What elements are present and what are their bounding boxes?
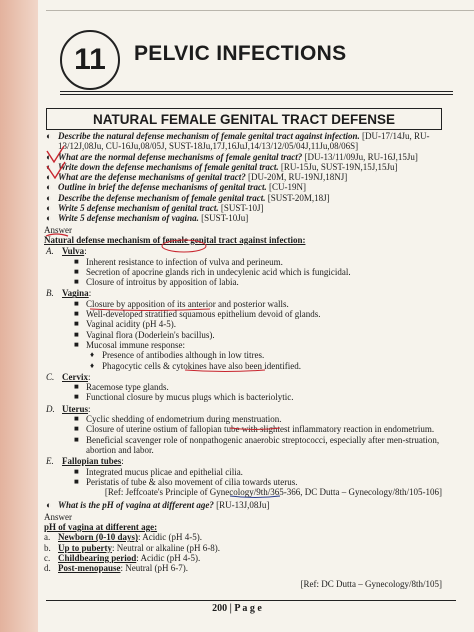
title-rule — [60, 91, 453, 92]
bullet-icon: ■ — [74, 466, 79, 476]
chapter-number: 11 — [74, 43, 106, 76]
section-letter: A. — [46, 246, 54, 257]
list-item-text: Integrated mucus plicae and epithelial cilia. — [86, 466, 243, 477]
vagina-list — [44, 299, 456, 371]
section-heading: Fallopian tubes — [62, 456, 122, 467]
question-text: Describe the natural defense mechanism of female genital tract against infection. — [58, 131, 360, 141]
sub-list-item — [90, 350, 456, 360]
uterus-list — [44, 414, 456, 455]
bullet-icon: ■ — [74, 309, 79, 319]
ph-item-value: : Neutral (pH 6-7). — [120, 563, 188, 574]
question-ref: [RU-13J,08Ju] — [216, 500, 270, 511]
section-vagina: B. Vagina: — [46, 288, 92, 299]
list-item-text: Racemose type glands. — [86, 382, 169, 393]
question-ref: [SUST-10Ju] — [201, 213, 249, 224]
diamond-bullet-icon: ♦ — [90, 350, 95, 360]
list-item-text: Peristatis of tube & also movement of cilia towards uterus. — [86, 476, 298, 487]
list-item-text: Functional closure by mucus plugs which is bacteriolytic. — [86, 392, 294, 403]
list-item — [74, 477, 456, 487]
section-letter: B. — [46, 288, 54, 299]
section-title-box — [46, 108, 442, 130]
list-item — [74, 299, 456, 309]
list-item-text: Vaginal acidity (pH 4-5). — [86, 319, 176, 330]
list-item — [74, 257, 456, 267]
mechanism-heading: Natural defense mechanism of female genital tract against infection: — [44, 234, 306, 245]
section-vulva: A. Vulva: — [46, 246, 87, 257]
question-text: Write 5 defense mechanism of genital tract. — [58, 203, 219, 214]
ph-item-number: a. — [44, 532, 51, 543]
question-item — [44, 162, 456, 172]
ph-item-value: : Acidic (pH 4-5). — [138, 532, 202, 543]
question-bullet-icon: ◐ — [46, 161, 52, 172]
ph-item — [44, 553, 456, 563]
section-letter: D. — [46, 403, 55, 414]
list-item-text: Beneficial scavenger role of nonpathogenic anaerobic streptococci, especially after men-struation, abortion and labor. — [86, 434, 440, 455]
bullet-icon: ■ — [74, 382, 79, 392]
ph-item-key: Childbearing period — [58, 552, 137, 563]
list-item-text: Closure of uterine ostium of fallopian tube with slightest inflammatory reaction in endometrium. — [86, 424, 435, 435]
bullet-icon: ■ — [74, 424, 79, 434]
ph-item — [44, 563, 456, 573]
bullet-icon: ■ — [74, 266, 79, 276]
list-item — [74, 319, 456, 329]
ph-item-value: : Neutral or alkaline (pH 6-8). — [112, 542, 220, 553]
list-item — [74, 424, 456, 434]
question-ref: [SUST-20M,18J] — [267, 192, 330, 203]
question-text: Write down the defense mechanisms of female genital tract. — [58, 161, 279, 172]
bullet-icon: ■ — [74, 414, 79, 424]
question-bullet-icon: ◐ — [46, 182, 52, 193]
question-bullet-icon: ◐ — [46, 131, 52, 141]
ph-item-key: Newborn (0-10 days) — [58, 532, 138, 543]
list-item-text: Cyclic shedding of endometrium during menstruation. — [86, 414, 282, 425]
reference-line: [Ref: Jeffcoate's Principle of Gynecology/9th/365-366, DC Dutta – Gynecology/8th/105-106] — [104, 487, 442, 498]
question-ref: [DU-20M, RU-19NJ,18NJ] — [248, 172, 348, 183]
page-number: 200 | P a g e — [212, 603, 262, 614]
chapter-title: PELVIC INFECTIONS — [134, 42, 347, 65]
question-item — [44, 182, 456, 192]
list-item-text: Mucosal immune response: — [86, 339, 185, 350]
list-item — [74, 435, 456, 456]
header-rule — [46, 10, 474, 11]
section-letter: C. — [46, 371, 55, 382]
section-fallopian-tubes: E. Fallopian tubes: — [46, 456, 124, 467]
question-item — [44, 213, 456, 223]
bullet-icon: ■ — [74, 298, 79, 308]
cervix-list — [44, 382, 456, 403]
ph-item-number: c. — [44, 552, 51, 563]
question-bullet-icon: ◐ — [46, 192, 52, 203]
list-item — [74, 277, 456, 287]
question-item — [44, 500, 456, 510]
list-item-text: Well-developed stratified squamous epithelium devoid of glands. — [86, 309, 321, 320]
diamond-bullet-icon: ♦ — [90, 360, 95, 370]
question-item — [44, 203, 456, 213]
vulva-list — [44, 257, 456, 288]
title-rule-thin — [60, 94, 453, 95]
question-text: What is the pH of vagina at different age? — [58, 500, 214, 511]
question-bullet-icon: ◐ — [46, 172, 52, 183]
section-heading: Cervix — [62, 371, 88, 382]
question-text: Outline in brief the defense mechanisms of genital tract. — [58, 182, 267, 193]
sub-list-item — [90, 361, 456, 371]
bullet-icon: ■ — [74, 434, 79, 444]
question-item — [44, 172, 456, 182]
question-text: What are the defense mechanisms of genital tract? — [58, 172, 246, 183]
answer-label: Answer — [44, 224, 72, 235]
ph-item-key: Up to puberty — [58, 542, 113, 553]
ph-item-number: b. — [44, 542, 51, 553]
section-heading: Vagina — [62, 288, 89, 299]
question-item — [44, 152, 456, 162]
list-item — [74, 330, 456, 340]
question-item — [44, 193, 456, 203]
list-item — [74, 267, 456, 277]
bullet-icon: ■ — [74, 329, 79, 339]
question-ref: [CU-19N] — [269, 182, 306, 193]
list-item — [74, 392, 456, 402]
ph-item-key: Post-menopause — [58, 563, 121, 574]
list-item-text: Presence of antibodies although in low titres. — [102, 350, 265, 361]
question-ref: [DU-13/11/09Ju, RU-16J,15Ju] — [304, 151, 418, 162]
fallopian-list — [44, 467, 456, 488]
bullet-icon: ■ — [74, 339, 79, 349]
section-letter: E. — [46, 456, 54, 467]
section-uterus: D. Uterus: — [46, 403, 91, 414]
chapter-number-badge — [60, 30, 120, 90]
question-text: Describe the defense mechanism of female genital tract. — [58, 192, 266, 203]
question-bullet-icon: ◐ — [46, 151, 52, 162]
section-title: NATURAL FEMALE GENITAL TRACT DEFENSE — [93, 111, 395, 127]
question-ref: [DU-17/14Ju, RU-13/12J,08Ju, CU-16Ju,08/05J, SUST-18Ju,17J,16JuJ,14/13/12/05/04J,11Ju,08/06S] — [58, 131, 430, 152]
question-bullet-icon: ◐ — [46, 500, 52, 511]
ph-item-value: : Acidic (pH 4-5). — [136, 552, 201, 563]
list-item — [74, 309, 456, 319]
list-item-text: Vaginal flora (Doderlein's bacillus). — [86, 329, 215, 340]
question-bullet-icon: ◐ — [46, 213, 52, 224]
section-cervix: C. Cervix: — [46, 371, 91, 382]
bullet-icon: ■ — [74, 319, 79, 329]
list-item — [74, 382, 456, 392]
page-content — [44, 131, 456, 590]
list-item — [74, 414, 456, 424]
question-text: Write 5 defense mechanism of vagina. — [58, 213, 199, 224]
ph-heading: pH of vagina at different age: — [44, 521, 158, 532]
section-heading: Uterus — [62, 403, 88, 414]
question-item — [44, 131, 456, 152]
question-text: What are the normal defense mechanisms of female genital tract? — [58, 151, 303, 162]
ph-item — [44, 543, 456, 553]
list-item — [74, 467, 456, 477]
question-ref: [SUST-10J] — [220, 203, 264, 214]
question-ref: [RU-15Ju, SUST-19N,15J,15Ju] — [280, 161, 398, 172]
list-item-text: Secretion of apocrine glands rich in undecylenic acid which is fungicidal. — [86, 266, 351, 277]
reference-line: [Ref: DC Dutta – Gynecology/8th/105] — [300, 579, 442, 590]
bullet-icon: ■ — [74, 392, 79, 402]
question-bullet-icon: ◐ — [46, 203, 52, 214]
answer-label: Answer — [44, 511, 72, 522]
list-item-text: Closure by apposition of its anterior and posterior walls. — [86, 298, 289, 309]
ph-item — [44, 532, 456, 542]
list-item-text: Inherent resistance to infection of vulva and perineum. — [86, 256, 283, 267]
bullet-icon: ■ — [74, 476, 79, 486]
ph-age-list — [44, 532, 456, 573]
list-item-text: Phagocytic cells & cytokines have also been identified. — [102, 360, 301, 371]
footer-rule — [46, 600, 456, 601]
section-heading: Vulva — [62, 246, 85, 257]
bullet-icon: ■ — [74, 256, 79, 266]
list-item-text: Closure of introitus by apposition of labia. — [86, 277, 239, 288]
list-item — [74, 340, 456, 350]
ph-item-number: d. — [44, 563, 51, 574]
bullet-icon: ■ — [74, 277, 79, 287]
